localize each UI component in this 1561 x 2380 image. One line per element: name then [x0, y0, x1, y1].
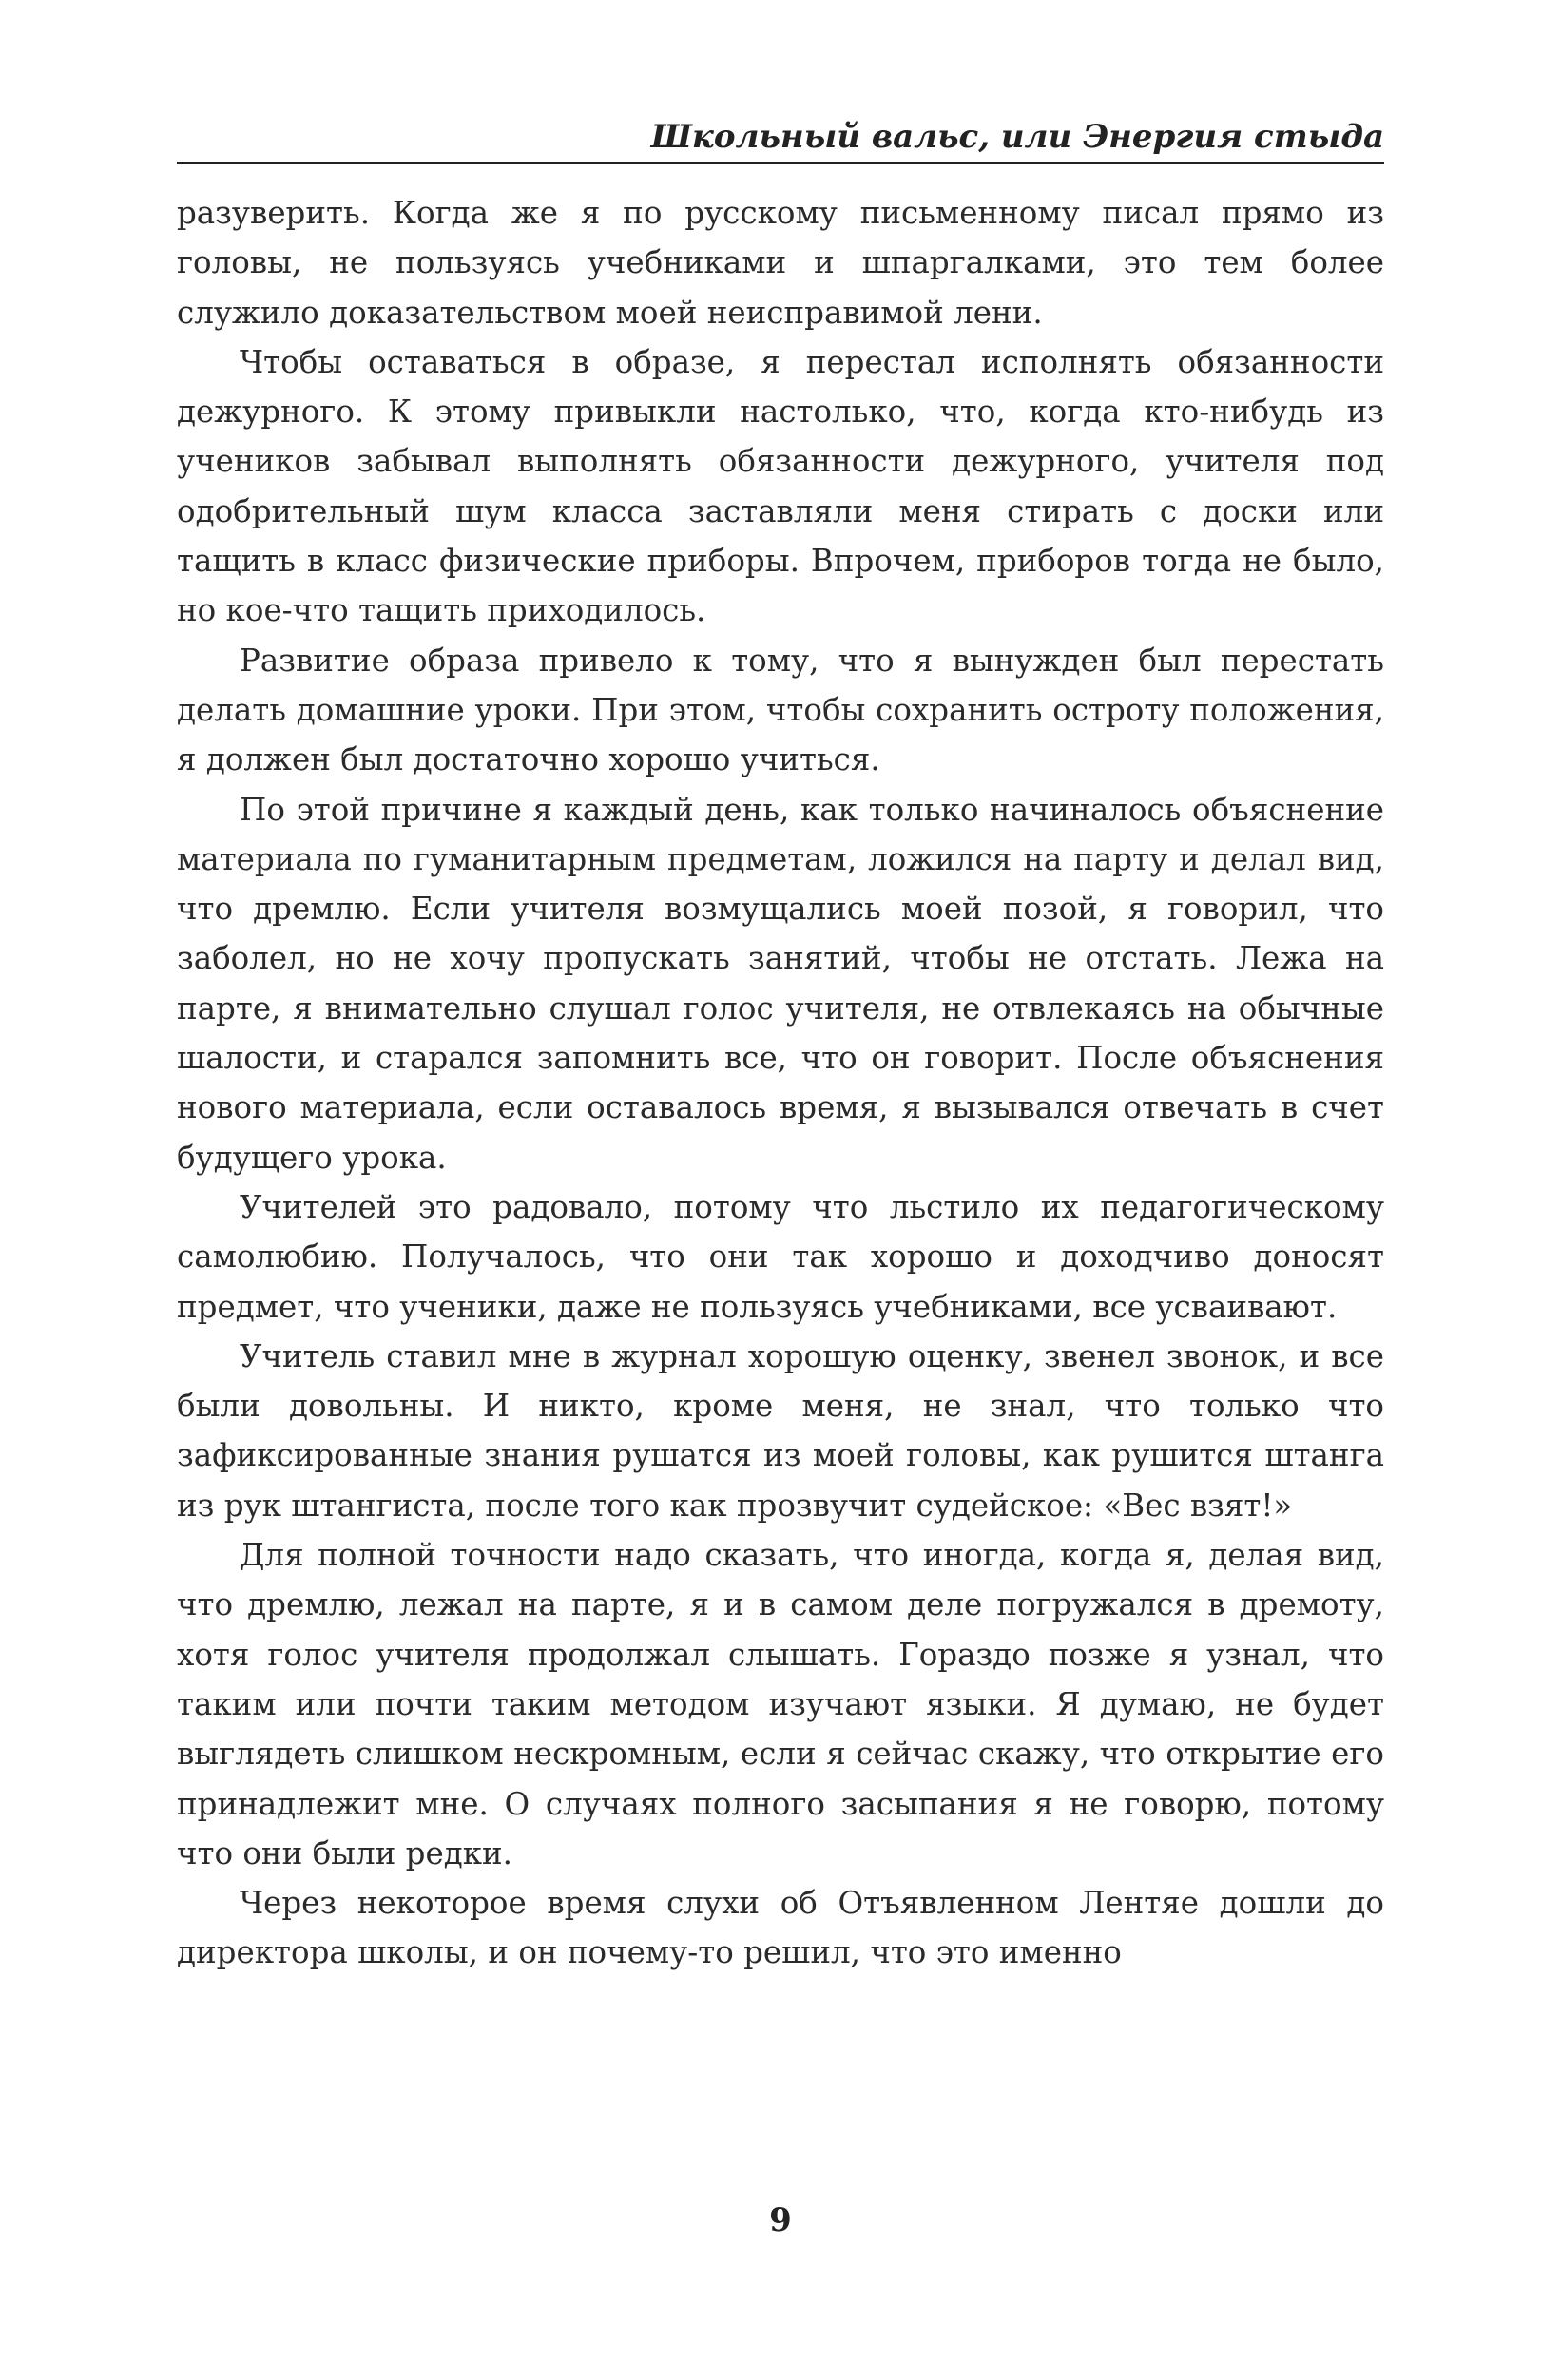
paragraph-4: По этой причине я каждый день, как только начиналось объяснение материала по гуманитарным предметам, ложился на парту и делал вид, что дремлю. Если учителя возмущались моей позой, я говорил, что заболел, но не хочу пропускать занятий, чтобы не отстать. Лежа на парте, я внимательно слушал голос учителя, не отвлекаясь на обычные шалости, и старался запомнить все, что он говорит. После объяснения нового материала, если оставалось время, я вызывался отвечать в счет будущего урока.: [177, 791, 1384, 1176]
paragraph-6: Учитель ставил мне в журнал хорошую оценку, звенел звонок, и все были довольны. И никто, кроме меня, не знал, что только что зафиксированные знания рушатся из моей головы, как рушится штанга из рук штангиста, после того как прозвучит судейское: «Вес взят!»: [177, 1337, 1384, 1524]
paragraph-7: Для полной точности надо сказать, что иногда, когда я, делая вид, что дремлю, лежал на парте, я и в самом деле погружался в дремоту, хотя голос учителя продолжал слышать. Гораздо позже я узнал, что таким или почти таким методом изучают языки. Я думаю, не будет выглядеть слишком нескромным, если я сейчас скажу, что открытие его принадлежит мне. О случаях полного засыпания я не говорю, потому что они были редки.: [177, 1537, 1384, 1871]
paragraph-1: разуверить. Когда же я по русскому письменному писал прямо из головы, не пользуясь учебниками и шпаргалками, это тем более служило доказательством моей неисправимой лени.: [177, 195, 1384, 331]
body-text: [177, 188, 1384, 1978]
paragraph-8: Через некоторое время слухи об Отъявленном Лентяе дошли до директора школы, и он почему-то решил, что это именно: [177, 1885, 1384, 1971]
running-head-title: Школьный вальс, или Энергия стыда: [650, 118, 1384, 156]
page-number: 9: [769, 2201, 792, 2239]
paragraph-2: Чтобы оставаться в образе, я перестал исполнять обязанности дежурного. К этому привыкли настолько, что, когда кто-нибудь из учеников забывал выполнять обязанности дежурного, учителя под одобрительный шум класса заставляли меня стирать с доски или тащить в класс физические приборы. Впрочем, приборов тогда не было, но кое-что тащить приходилось.: [177, 343, 1384, 629]
paragraph-3: Развитие образа привело к тому, что я вынужден был перестать делать домашние уроки. При этом, чтобы сохранить остроту положения, я должен был достаточно хорошо учиться.: [177, 642, 1384, 778]
paragraph-5: Учителей это радовало, потому что льстило их педагогическому самолюбию. Получалось, что они так хорошо и доходчиво доносят предмет, что ученики, даже не пользуясь учебниками, все усваивают.: [177, 1188, 1384, 1325]
header-rule: [177, 162, 1384, 164]
